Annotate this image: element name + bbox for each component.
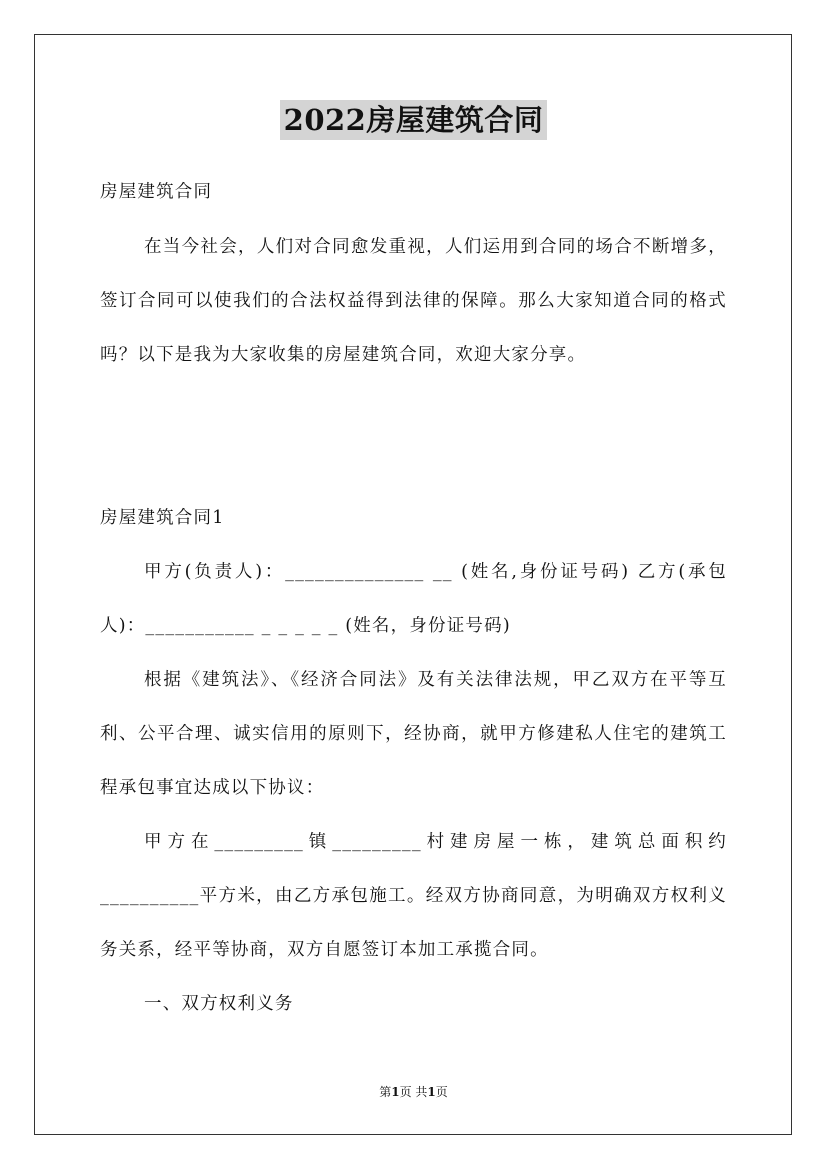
parties-paragraph: 甲方(负责人)：______________ __ (姓名,身份证号码) 乙方(承包人)：___________ _ _ _ _ _ (姓名，身份证号码) [100,562,727,636]
section-title: 房屋建筑合同1 [100,508,225,528]
footer-page-mid: 页 共 [399,1085,428,1099]
footer-page-total: 1 [427,1085,436,1099]
clause-heading: 一、双方权利义务 [144,994,294,1014]
title-container [0,100,827,140]
page-footer [0,1084,827,1100]
document-title: 2022房屋建筑合同 [280,100,548,140]
footer-page-suffix: 页 [435,1085,448,1099]
basis-paragraph: 根据《建筑法》、《经济合同法》及有关法律法规，甲乙双方在平等互利、公平合理、诚实信用的原则下，经协商，就甲方修建私人住宅的建筑工程承包事宜达成以下协议： [100,670,727,798]
document-subtitle: 房屋建筑合同 [100,182,213,202]
project-paragraph: 甲方在_________镇_________村建房屋一栋，建筑总面积约__________平方米，由乙方承包施工。经双方协商同意，为明确双方权利义务关系，经平等协商，双方自愿签订本加工承揽合同。 [100,832,727,960]
intro-paragraph: 在当今社会，人们对合同愈发重视，人们运用到合同的场合不断增多，签订合同可以使我们的合法权益得到法律的保障。那么大家知道合同的格式吗？以下是我为大家收集的房屋建筑合同，欢迎大家分享。 [100,237,727,365]
footer-page-prefix: 第 [379,1085,392,1099]
footer-page-number: 1 [391,1085,400,1099]
